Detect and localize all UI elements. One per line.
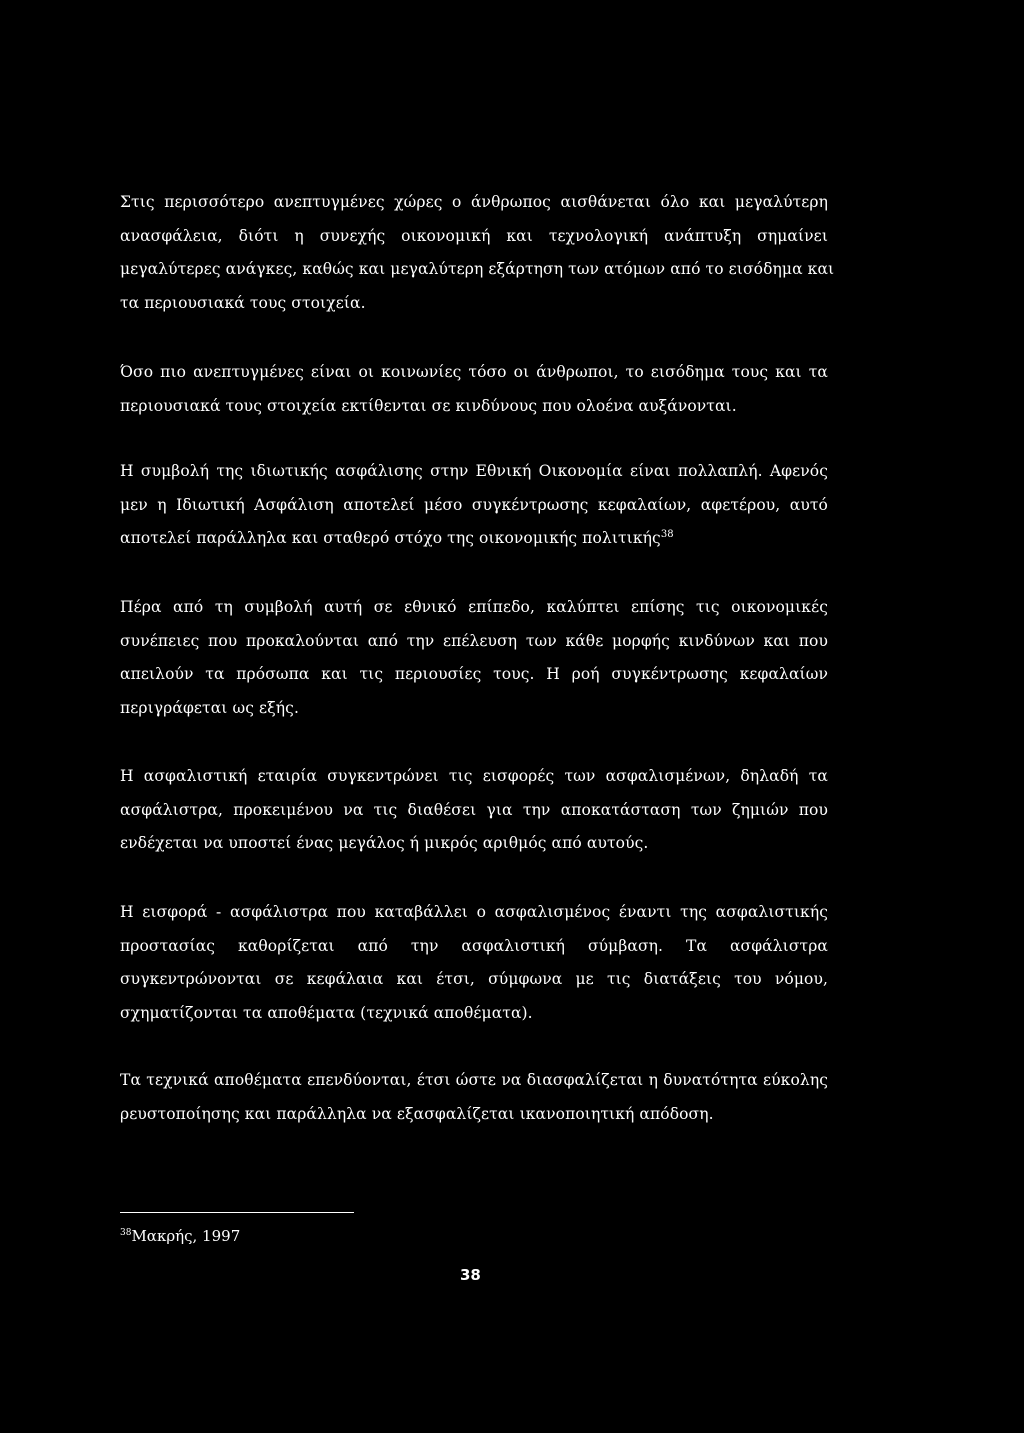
footnote-text: Μακρής, 1997 [131, 1227, 241, 1245]
paragraph-line: μεν η Ιδιωτική Ασφάλιση αποτελεί μέσο συγκέντρωσης κεφαλαίων, αφετέρου, αυτό [120, 495, 828, 514]
paragraph-6 [120, 896, 828, 1030]
paragraph-2 [120, 356, 828, 423]
paragraph-4 [120, 591, 828, 725]
paragraph-line: Πέρα από τη συμβολή αυτή σε εθνικό επίπεδο, καλύπτει επίσης τις οικονομικές [120, 598, 828, 616]
paragraph-7 [120, 1064, 828, 1131]
paragraph-line: τα περιουσιακά τους στοιχεία. [120, 293, 366, 312]
paragraph-line: ενδέχεται να υποστεί ένας μεγάλος ή μικρός αριθμός από αυτούς. [120, 834, 649, 852]
paragraph-line: ρευστοποίησης και παράλληλα να εξασφαλίζεται ικανοποιητική απόδοση. [120, 1104, 714, 1123]
paragraph-line: περιουσιακά τους στοιχεία εκτίθενται σε κινδύνους που ολοένα αυξάνονται. [120, 396, 737, 415]
paragraph-line: συνέπειες που προκαλούνται από την επέλευση των κάθε μορφής κινδύνων και που [120, 631, 828, 650]
paragraph-line: συγκεντρώνονται σε κεφάλαια και έτσι, σύμφωνα με τις διατάξεις του νόμου, [120, 970, 828, 988]
paragraph-5 [120, 760, 828, 861]
footnote-reference: 38 [660, 528, 674, 540]
paragraph-line: ανασφάλεια, διότι η συνεχής οικονομική και τεχνολογική ανάπτυξη σημαίνει [120, 226, 828, 245]
paragraph-line: Τα τεχνικά αποθέματα επενδύονται, έτσι ώστε να διασφαλίζεται η δυνατότητα εύκολης [120, 1071, 828, 1089]
paragraph-3 [120, 455, 828, 556]
page-number: 38 [460, 1266, 481, 1284]
paragraph-line: σχηματίζονται τα αποθέματα (τεχνικά αποθέματα). [120, 1003, 533, 1022]
footnote [120, 1226, 240, 1246]
footnote-number: 38 [120, 1228, 132, 1238]
paragraph-line: Η εισφορά - ασφάλιστρα που καταβάλλει ο ασφαλισμένος έναντι της ασφαλιστικής [120, 903, 828, 921]
paragraph-1 [120, 186, 835, 320]
paragraph-line: περιγράφεται ως εξής. [120, 698, 299, 717]
paragraph-line-text: αποτελεί παράλληλα και σταθερό στόχο της οικονομικής πολιτικής [120, 529, 661, 547]
paragraph-line: ασφάλιστρα, προκειμένου να τις διαθέσει για την αποκατάσταση των ζημιών που [120, 800, 828, 819]
paragraph-line: απειλούν τα πρόσωπα και τις περιουσίες τους. Η ροή συγκέντρωσης κεφαλαίων [120, 665, 828, 683]
paragraph-line: μεγαλύτερες ανάγκες, καθώς και μεγαλύτερη εξάρτηση των ατόμων από το εισόδημα και [120, 260, 835, 278]
paragraph-line: Στις περισσότερο ανεπτυγμένες χώρες ο άνθρωπος αισθάνεται όλο και μεγαλύτερη [120, 193, 828, 211]
paragraph-line: προστασίας καθορίζεται από την ασφαλιστική σύμβαση. Τα ασφάλιστρα [120, 936, 828, 955]
paragraph-last-line [120, 522, 828, 556]
footnote-divider [120, 1212, 354, 1213]
paragraph-line: Η ασφαλιστική εταιρία συγκεντρώνει τις εισφορές των ασφαλισμένων, δηλαδή τα [120, 767, 828, 785]
paragraph-line: Η συμβολή της ιδιωτικής ασφάλισης στην Εθνική Οικονομία είναι πολλαπλή. Αφενός [120, 462, 828, 480]
paragraph-line: Όσο πιο ανεπτυγμένες είναι οι κοινωνίες τόσο οι άνθρωποι, το εισόδημα τους και τα [120, 363, 828, 381]
